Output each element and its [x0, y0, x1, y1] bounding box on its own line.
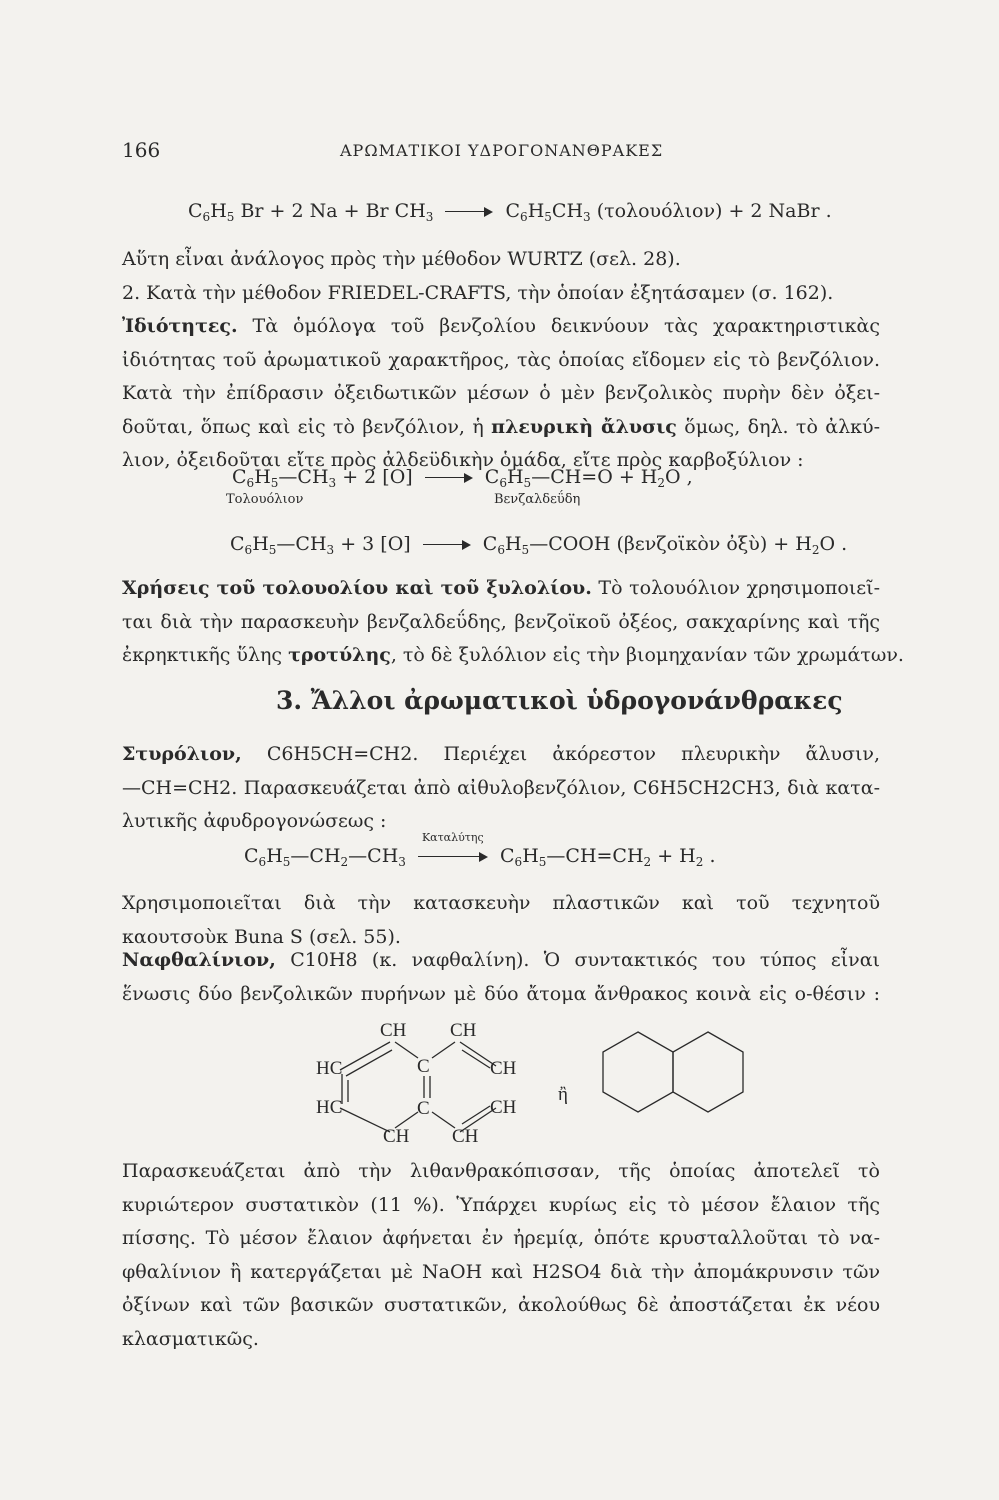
text-line: λιον, ὀξειδοῦται εἴτε πρὸς ἀλδεϋδικὴν ὁμάδα, εἴτε πρὸς καρβοξύλιον :	[122, 449, 804, 471]
paragraph-naphthalene	[122, 944, 880, 1011]
text-line: ἰδιότητας τοῦ ἀρωματικοῦ χαρακτῆρος, τὰς ὁποίας εἴδομεν εἰς τὸ βενζόλιον.	[122, 348, 880, 371]
page-number: 166	[122, 138, 161, 162]
equation-left: $C_6H_5—CH_3 + 2$ [O]	[232, 466, 413, 490]
text-line: Αὕτη εἶναι ἀνάλογος πρὸς τὴν μέθοδον WURTZ (σελ. 28).	[122, 248, 681, 270]
equation-right: $C_6H_5CH_3$ (τολουόλιον) + 2 NaBr .	[505, 200, 832, 224]
text-fragment: ἐκρηκτικῆς ὕλης	[122, 644, 289, 666]
text-line: ὀξίνων καὶ τῶν βασικῶν συστατικῶν, ἀκολούθως δὲ ἀποστάζεται ἐκ νέου	[122, 1294, 880, 1316]
text-line: κυριώτερον συστατικὸν (11 %). Ὑπάρχει κυρίως εἰς τὸ μέσον ἔλαιον τῆς	[122, 1193, 880, 1216]
text-fragment: δοῦται, ὅπως καὶ εἰς τὸ βενζόλιον, ἡ	[122, 415, 492, 438]
reaction-arrow-icon	[418, 852, 488, 862]
bold-term: Χρήσεις τοῦ τολουολίου καὶ τοῦ ξυλολίου.	[122, 577, 592, 599]
text-line	[122, 944, 880, 978]
structure-labels	[316, 1020, 568, 1147]
equation-left: $C_6H_5—CH_3 + 3$ [O]	[230, 533, 411, 557]
paragraph-properties	[122, 243, 880, 478]
atom-label: HC	[316, 1058, 343, 1079]
catalyst-label: Καταλύτης	[421, 831, 484, 844]
text-line	[122, 738, 880, 772]
text-line: 2. Κατὰ τὴν μέθοδον FRIEDEL-CRAFTS, τὴν ὁποίαν ἐξητάσαμεν (σ. 162).	[122, 281, 834, 304]
bold-term: Ναφθαλίνιον,	[122, 949, 276, 971]
text-fragment: ὅμως, δηλ. τὸ ἀλκύ-	[676, 415, 880, 438]
bold-term: Ἰδιότητες.	[122, 315, 238, 337]
reaction-arrow-icon	[423, 540, 471, 550]
atom-label: HC	[316, 1097, 343, 1118]
label-benzaldehyde: Βενζαλδεΰδη	[494, 492, 581, 507]
equation-right: $C_6H_5—COOH$ (βενζοϊκὸν ὀξὺ) + $H_2O$ .	[482, 533, 848, 557]
label-toluene: Τολουόλιον	[226, 492, 304, 507]
atom-label: CH	[490, 1058, 517, 1079]
running-title: ΑΡΩΜΑΤΙΚΟΙ ΥΔΡΟΓΟΝΑΝΘΡΑΚΕΣ	[340, 141, 664, 160]
paragraph-styrene	[122, 738, 880, 839]
equation-dehydrogenation	[244, 831, 716, 869]
equation-right: $C_6H_5—CH=O + H_2O$ ,	[484, 466, 693, 490]
text-fragment: C6H5CH=CH2. Περιέχει ἀκόρεστον πλευρικὴν ἄλυσιν,	[241, 743, 880, 765]
bold-term: Στυρόλιον,	[122, 743, 242, 765]
naphthalene-structure	[300, 1010, 760, 1150]
text-line	[122, 572, 880, 606]
equation-left: $C_6H_5$ Br + 2 Na + Br $CH_3$	[188, 200, 434, 224]
equation-wurtz	[188, 200, 832, 222]
text-line: Κατὰ τὴν ἐπίδρασιν ὀξειδωτικῶν μέσων ὁ μὲν βενζολικὸς πυρὴν δὲν ὀξει-	[122, 382, 880, 404]
text-line: Παρασκευάζεται ἀπὸ τὴν λιθανθρακόπισσαν, τῆς ὁποίας ἀποτελεῖ τὸ	[122, 1160, 880, 1182]
text-line: —CH=CH2. Παρασκευάζεται ἀπὸ αἰθυλοβενζόλιον, C6H5CH2CH3, διὰ κατα-	[122, 776, 880, 799]
text-line: ἕνωσις δύο βενζολικῶν πυρήνων μὲ δύο ἄτομα ἄνθρακος κοινὰ εἰς o-θέσιν :	[122, 982, 880, 1005]
text-fragment: Τὸ τολουόλιον χρησιμοποιεῖ-	[591, 577, 880, 599]
text-line: καουτσοὺκ Buna S (σελ. 55).	[122, 925, 401, 948]
equation-left: $C_6H_5—CH_2—CH_3$	[244, 845, 406, 869]
section-heading: 3. Ἄλλοι ἀρωματικοὶ ὑδρογονάνθρακες	[276, 686, 843, 715]
bold-term: πλευρικὴ ἄλυσις	[491, 415, 677, 438]
paragraph-uses	[122, 572, 904, 673]
text-line: λυτικῆς ἀφυδρογονώσεως :	[122, 810, 387, 832]
text-line: ται διὰ τὴν παρασκευὴν βενζαλδεΰδης, βενζοϊκοῦ ὀξέος, σακχαρίνης καὶ τῆς	[122, 610, 880, 633]
text-fragment: Τὰ ὁμόλογα τοῦ βενζολίου δεικνύουν τὰς χαρακτηριστικὰς	[237, 315, 880, 337]
paragraph-preparation	[122, 1155, 880, 1356]
atom-label: CH	[452, 1126, 479, 1147]
text-line: κλασματικῶς.	[122, 1327, 259, 1350]
reaction-arrow-icon	[425, 473, 473, 483]
text-line	[122, 411, 880, 445]
equation-oxidation-acid	[230, 533, 847, 555]
atom-label: CH	[490, 1097, 517, 1118]
atom-label: CH	[450, 1020, 477, 1041]
bold-term: τροτύλης	[288, 644, 391, 666]
bond-lines	[340, 1032, 743, 1132]
equation-right: $C_6H_5—CH=CH_2 + H_2$ .	[500, 845, 716, 869]
equation-oxidation-aldehyde	[232, 466, 693, 488]
text-line	[122, 639, 904, 673]
text-fragment: , τὸ δὲ ξυλόλιον εἰς τὴν βιομηχανίαν τῶν χρωμάτων.	[390, 644, 904, 666]
or-word: ἢ	[558, 1084, 568, 1105]
atom-label: CH	[383, 1126, 410, 1147]
text-line: Χρησιμοποιεῖται διὰ τὴν κατασκευὴν πλαστικῶν καὶ τοῦ τεχνητοῦ	[122, 892, 880, 914]
text-line: πίσσης. Τὸ μέσον ἔλαιον ἀφήνεται ἐν ἠρεμίᾳ, ὁπότε κρυσταλλοῦται τὸ να-	[122, 1227, 880, 1249]
catalyst-arrow	[412, 831, 494, 867]
text-line	[122, 310, 880, 344]
text-fragment: C10H8 (κ. ναφθαλίνη). Ὁ συντακτικός του τύπος εἶναι	[275, 949, 880, 971]
atom-label: C	[417, 1056, 430, 1077]
text-line: φθαλίνιον ἢ κατεργάζεται μὲ NaOH καὶ H2SO4 διὰ τὴν ἀπομάκρυνσιν τῶν	[122, 1260, 880, 1283]
atom-label: CH	[380, 1020, 407, 1041]
reaction-arrow-icon	[445, 207, 493, 217]
atom-label: C	[417, 1098, 430, 1119]
